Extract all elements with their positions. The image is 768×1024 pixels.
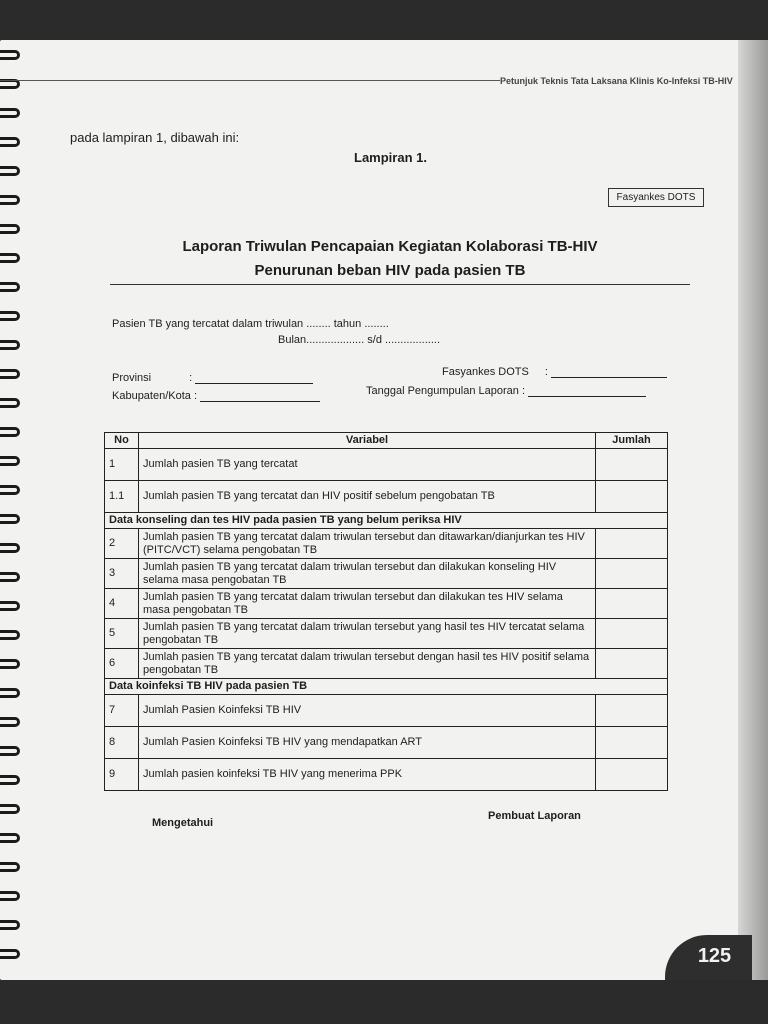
row-variabel: Jumlah pasien koinfeksi TB HIV yang menerima PPK <box>139 759 596 791</box>
header-rule <box>0 80 500 81</box>
spiral-coil <box>0 746 20 756</box>
section-heading-konseling: Data konseling dan tes HIV pada pasien TB yang belum periksa HIV <box>105 513 668 529</box>
provinsi-field <box>112 372 313 384</box>
row-no: 8 <box>105 727 139 759</box>
appendix-label: Lampiran 1. <box>354 150 427 165</box>
fasyankes-blank-line[interactable] <box>551 368 667 378</box>
provinsi-colon: : <box>189 372 193 384</box>
spiral-coil <box>0 862 20 872</box>
table-row <box>105 529 668 559</box>
row-no: 1 <box>105 449 139 481</box>
spiral-coil <box>0 485 20 495</box>
fasyankes-label: Fasyankes DOTS <box>442 366 529 378</box>
fasyankes-field <box>442 366 667 378</box>
spiral-coil <box>0 137 20 147</box>
spiral-coil <box>0 253 20 263</box>
report-table <box>104 432 668 791</box>
spiral-coil <box>0 108 20 118</box>
spiral-coil <box>0 630 20 640</box>
row-no: 7 <box>105 695 139 727</box>
row-jumlah-cell[interactable] <box>596 449 668 481</box>
col-header-variabel: Variabel <box>139 433 596 449</box>
section-heading-koinfeksi: Data koinfeksi TB HIV pada pasien TB <box>105 679 668 695</box>
page-edge-shadow <box>738 40 768 980</box>
section-row <box>105 513 668 529</box>
spiral-coil <box>0 195 20 205</box>
row-no: 6 <box>105 649 139 679</box>
table-row <box>105 559 668 589</box>
row-variabel: Jumlah Pasien Koinfeksi TB HIV <box>139 695 596 727</box>
row-no: 1.1 <box>105 481 139 513</box>
row-jumlah-cell[interactable] <box>596 759 668 791</box>
spiral-coil <box>0 311 20 321</box>
spiral-coil <box>0 224 20 234</box>
spiral-coil <box>0 833 20 843</box>
fasyankes-colon: : <box>544 366 548 378</box>
kabupaten-field <box>112 390 320 402</box>
table-row <box>105 759 668 791</box>
spiral-coil <box>0 688 20 698</box>
spiral-coil <box>0 949 20 959</box>
table-row <box>105 649 668 679</box>
tanggal-label: Tanggal Pengumpulan Laporan : <box>366 385 526 397</box>
spiral-coil <box>0 659 20 669</box>
spiral-coil <box>0 282 20 292</box>
row-variabel: Jumlah pasien TB yang tercatat dalam triwulan tersebut dan dilakukan konseling HIV selama masa pengobatan TB <box>139 559 596 589</box>
row-no: 5 <box>105 619 139 649</box>
row-jumlah-cell[interactable] <box>596 695 668 727</box>
signature-mengetahui: Mengetahui <box>152 817 214 829</box>
col-header-no: No <box>105 433 139 449</box>
fasyankes-box: Fasyankes DOTS <box>608 188 704 207</box>
row-variabel: Jumlah pasien TB yang tercatat dalam triwulan tersebut yang hasil tes HIV tercatat selama pengobatan TB <box>139 619 596 649</box>
spiral-coil <box>0 427 20 437</box>
table-row <box>105 481 668 513</box>
row-no: 2 <box>105 529 139 559</box>
table-row <box>105 619 668 649</box>
row-variabel: Jumlah pasien TB yang tercatat dalam triwulan tersebut dan ditawarkan/dianjurkan tes HIV (PITC/VCT) selama pengobatan TB <box>139 529 596 559</box>
section-row <box>105 679 668 695</box>
row-jumlah-cell[interactable] <box>596 529 668 559</box>
row-variabel: Jumlah pasien TB yang tercatat dan HIV positif sebelum pengobatan TB <box>139 481 596 513</box>
signature-pembuat-laporan: Pembuat Laporan <box>488 810 581 822</box>
spiral-coil <box>0 920 20 930</box>
table-row <box>105 727 668 759</box>
row-jumlah-cell[interactable] <box>596 589 668 619</box>
pasien-tb-field: Pasien TB yang tercatat dalam triwulan ........ tahun ........ <box>112 318 389 330</box>
spiral-coil <box>0 369 20 379</box>
row-jumlah-cell[interactable] <box>596 619 668 649</box>
col-header-jumlah: Jumlah <box>596 433 668 449</box>
spiral-coil <box>0 456 20 466</box>
intro-text: pada lampiran 1, dibawah ini: <box>70 130 240 145</box>
spiral-coil <box>0 50 20 60</box>
spiral-coil <box>0 717 20 727</box>
bulan-field: Bulan................... s/d .................. <box>278 334 440 346</box>
tanggal-field <box>366 385 646 397</box>
row-jumlah-cell[interactable] <box>596 727 668 759</box>
row-no: 4 <box>105 589 139 619</box>
spiral-coil <box>0 398 20 408</box>
table-row <box>105 589 668 619</box>
row-variabel: Jumlah Pasien Koinfeksi TB HIV yang mendapatkan ART <box>139 727 596 759</box>
row-jumlah-cell[interactable] <box>596 649 668 679</box>
spiral-coil <box>0 572 20 582</box>
table-row <box>105 695 668 727</box>
kabupaten-blank-line[interactable] <box>200 392 320 402</box>
spiral-coil <box>0 543 20 553</box>
spiral-coil <box>0 166 20 176</box>
kabupaten-label: Kabupaten/Kota : <box>112 390 198 402</box>
row-variabel: Jumlah pasien TB yang tercatat dalam triwulan tersebut dan dilakukan tes HIV selama masa pengobatan TB <box>139 589 596 619</box>
spiral-coil <box>0 804 20 814</box>
provinsi-blank-line[interactable] <box>195 374 313 384</box>
spiral-coil <box>0 340 20 350</box>
report-title: Laporan Triwulan Pencapaian Kegiatan Kolaborasi TB-HIV <box>182 238 598 255</box>
row-no: 3 <box>105 559 139 589</box>
row-variabel: Jumlah pasien TB yang tercatat dalam triwulan tersebut dengan hasil tes HIV positif selama pengobatan TB <box>139 649 596 679</box>
row-jumlah-cell[interactable] <box>596 481 668 513</box>
spiral-binding <box>0 50 22 980</box>
page-number: 125 <box>665 935 752 980</box>
spiral-coil <box>0 891 20 901</box>
spiral-coil <box>0 514 20 524</box>
spiral-coil <box>0 601 20 611</box>
provinsi-label: Provinsi <box>112 372 152 384</box>
row-jumlah-cell[interactable] <box>596 559 668 589</box>
row-variabel: Jumlah pasien TB yang tercatat <box>139 449 596 481</box>
tanggal-blank-line[interactable] <box>528 387 646 397</box>
spiral-coil <box>0 775 20 785</box>
title-rule <box>110 284 690 285</box>
row-no: 9 <box>105 759 139 791</box>
table-row <box>105 449 668 481</box>
report-subtitle: Penurunan beban HIV pada pasien TB <box>254 262 526 279</box>
running-header: Petunjuk Teknis Tata Laksana Klinis Ko-Infeksi TB-HIV <box>500 76 733 86</box>
